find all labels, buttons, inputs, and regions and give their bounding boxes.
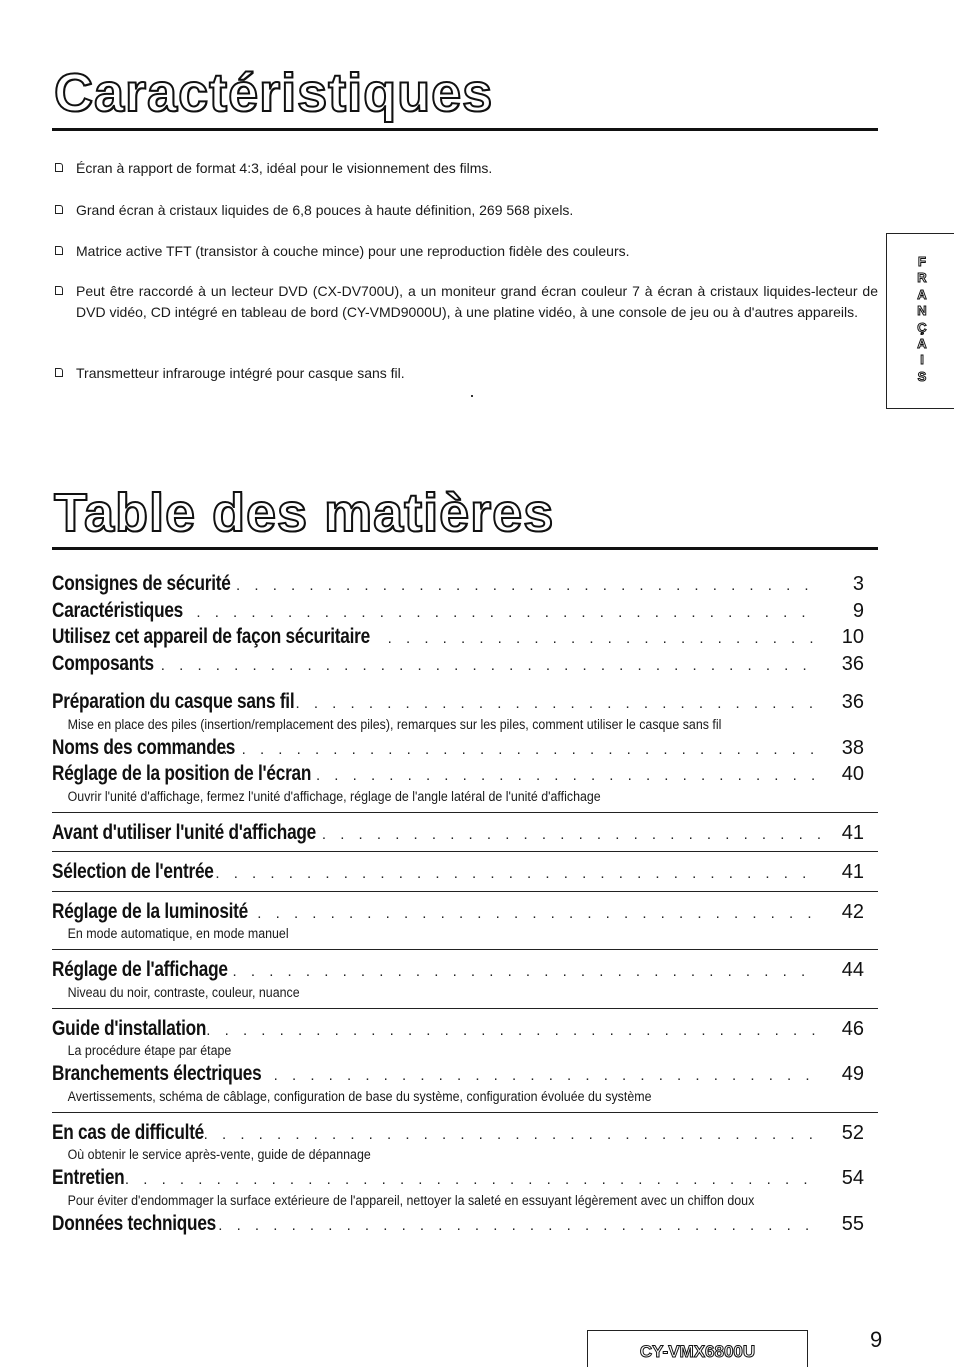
toc-entry-title: Préparation du casque sans fil <box>52 690 295 713</box>
language-letter: S <box>917 368 927 384</box>
toc-entry-title: Réglage de la luminosité <box>52 899 249 923</box>
toc-entry-description: Mise en place des piles (insertion/remplacement des piles), remarques sur les piles, comment utiliser le casque sans fil <box>67 716 722 732</box>
toc-entry[interactable] <box>52 572 878 599</box>
toc-entry-page: 54 <box>841 1167 864 1189</box>
toc-entry[interactable] <box>52 1017 878 1044</box>
toc-group <box>52 682 878 813</box>
toc-entry[interactable] <box>52 1062 878 1089</box>
dot-leader <box>197 865 820 882</box>
feature-item <box>54 200 878 241</box>
language-letter: A <box>917 336 927 352</box>
toc-entry-title: Réglage de la position de l'écran <box>52 762 312 785</box>
toc-entry-description: En mode automatique, en mode manuel <box>67 926 289 941</box>
toc-entry[interactable] <box>52 1212 878 1239</box>
table-of-contents <box>52 572 878 1250</box>
toc-entry-title: Avant d'utiliser l'unité d'affichage <box>52 820 317 844</box>
toc-entry-title: Composants <box>52 651 154 675</box>
toc-entry-page: 9 <box>852 599 864 622</box>
toc-entry-page: 41 <box>841 861 864 883</box>
toc-entry[interactable] <box>52 900 878 927</box>
scan-speck <box>471 395 473 397</box>
toc-entry-title: Guide d'installation <box>52 1016 207 1040</box>
features-heading-rule <box>52 128 878 131</box>
checkbox-bullet-icon <box>55 368 63 377</box>
language-tab <box>886 233 954 409</box>
language-letter: F <box>918 254 926 269</box>
toc-group <box>52 821 878 853</box>
toc-entry-page: 42 <box>841 900 864 923</box>
language-letter: I <box>920 352 924 368</box>
toc-entry-page: 52 <box>841 1121 864 1144</box>
toc-entry[interactable] <box>52 1166 878 1193</box>
toc-entry-page: 55 <box>841 1212 864 1235</box>
toc-group <box>52 1017 878 1113</box>
toc-entry-description: Où obtenir le service après-vente, guide de dépannage <box>67 1147 371 1162</box>
dot-leader <box>223 741 820 758</box>
checkbox-bullet-icon <box>55 286 63 295</box>
model-label-box <box>587 1330 808 1367</box>
toc-entry-page: 36 <box>841 652 864 675</box>
model-number: CY-VMX6800U <box>639 1342 756 1361</box>
dot-leader <box>388 630 820 647</box>
language-letter: A <box>917 286 927 302</box>
toc-entry[interactable] <box>52 599 878 626</box>
toc-entry-title: Réglage de l'affichage <box>52 958 228 981</box>
toc-entry-page: 46 <box>841 1017 864 1040</box>
dot-leader <box>88 1171 820 1188</box>
toc-group <box>52 1121 878 1243</box>
dot-leader <box>185 1126 820 1143</box>
dot-leader <box>322 826 820 843</box>
dot-leader <box>316 767 820 784</box>
language-letter: Ç <box>917 319 927 335</box>
toc-entry[interactable] <box>52 652 878 679</box>
toc-entry-title: Noms des commandes <box>52 735 236 759</box>
toc-entry-page: 41 <box>841 821 864 844</box>
toc-entry-title: Branchements électriques <box>52 1062 262 1085</box>
toc-group <box>52 900 878 951</box>
toc-entry[interactable] <box>52 736 878 763</box>
toc-heading-rule <box>52 547 878 550</box>
dot-leader <box>239 905 820 922</box>
features-heading: Caractéristiques <box>54 63 494 123</box>
toc-entry[interactable] <box>52 690 878 717</box>
checkbox-bullet-icon <box>55 246 63 255</box>
toc-group <box>52 860 878 892</box>
dot-leader <box>296 695 820 712</box>
language-letter: R <box>917 270 927 286</box>
toc-entry-page: 38 <box>841 736 864 759</box>
toc-entry-title: Caractéristiques <box>52 598 184 622</box>
feature-item <box>54 158 878 200</box>
toc-entry[interactable] <box>52 821 878 848</box>
toc-entry-description: Avertissements, schéma de câblage, configuration de base du système, configuration évoluée du système <box>67 1088 652 1104</box>
dot-leader <box>255 1067 820 1084</box>
checkbox-bullet-icon <box>55 163 63 172</box>
toc-entry[interactable] <box>52 762 878 789</box>
feature-text: Peut être raccordé à un lecteur DVD (CX-DV700U), a un moniteur grand écran couleur 7 à écran à cristaux liquides-lecteur de DVD vidéo, CD intégré en tableau de bord (CY-VMD9000U), à une platine vidéo, à une console de jeu ou à d'autres appareils. <box>76 283 878 320</box>
page-number: 9 <box>870 1327 883 1352</box>
toc-group <box>52 572 878 678</box>
dot-leader <box>214 963 820 980</box>
toc-entry-title: Données techniques <box>52 1211 216 1235</box>
toc-heading: Table des matières <box>54 483 555 543</box>
toc-entry-page: 36 <box>841 691 864 713</box>
toc-entry[interactable] <box>52 860 878 887</box>
language-letter: N <box>917 303 927 319</box>
toc-entry-title: En cas de difficulté <box>52 1120 205 1144</box>
toc-entry[interactable] <box>52 625 878 652</box>
toc-entry-title: Consignes de sécurité <box>52 572 231 595</box>
toc-entry-page: 40 <box>841 763 864 785</box>
dot-leader <box>124 657 820 674</box>
toc-entry-description: La procédure étape par étape <box>67 1043 232 1058</box>
dot-leader <box>218 577 820 594</box>
dot-leader <box>200 1217 820 1234</box>
feature-item <box>54 281 878 363</box>
toc-entry[interactable] <box>52 1121 878 1148</box>
toc-entry-page: 49 <box>841 1063 864 1085</box>
feature-text: Transmetteur infrarouge intégré pour casque sans fil. <box>76 365 405 381</box>
feature-text: Matrice active TFT (transistor à couche mince) pour une reproduction fidèle des couleurs. <box>76 243 630 259</box>
dot-leader <box>160 604 820 621</box>
toc-entry-title: Sélection de l'entrée <box>52 860 214 883</box>
toc-entry[interactable] <box>52 958 878 985</box>
feature-text: Écran à rapport de format 4:3, idéal pour le visionnement des films. <box>76 160 493 176</box>
toc-group <box>52 958 878 1009</box>
features-list <box>54 158 878 384</box>
toc-entry-page: 44 <box>841 959 864 981</box>
feature-item <box>54 363 878 384</box>
dot-leader <box>188 1022 820 1039</box>
toc-entry-title: Entretien <box>52 1166 125 1189</box>
toc-entry-title: Utilisez cet appareil de façon sécuritaire <box>52 625 370 648</box>
toc-entry-description: Ouvrir l'unité d'affichage, fermez l'unité d'affichage, réglage de l'angle latéral de l'unité d'affichage <box>67 788 601 804</box>
checkbox-bullet-icon <box>55 205 63 214</box>
toc-entry-description: Pour éviter d'endommager la surface extérieure de l'appareil, nettoyer la saleté en essuyant légèrement avec un chiffon doux <box>67 1192 755 1208</box>
feature-text: Grand écran à cristaux liquides de 6,8 pouces à haute définition, 269 568 pixels. <box>76 202 574 218</box>
feature-item <box>54 241 878 281</box>
toc-entry-description: Niveau du noir, contraste, couleur, nuance <box>67 984 300 1000</box>
toc-entry-page: 10 <box>841 626 864 648</box>
toc-entry-page: 3 <box>852 573 864 595</box>
